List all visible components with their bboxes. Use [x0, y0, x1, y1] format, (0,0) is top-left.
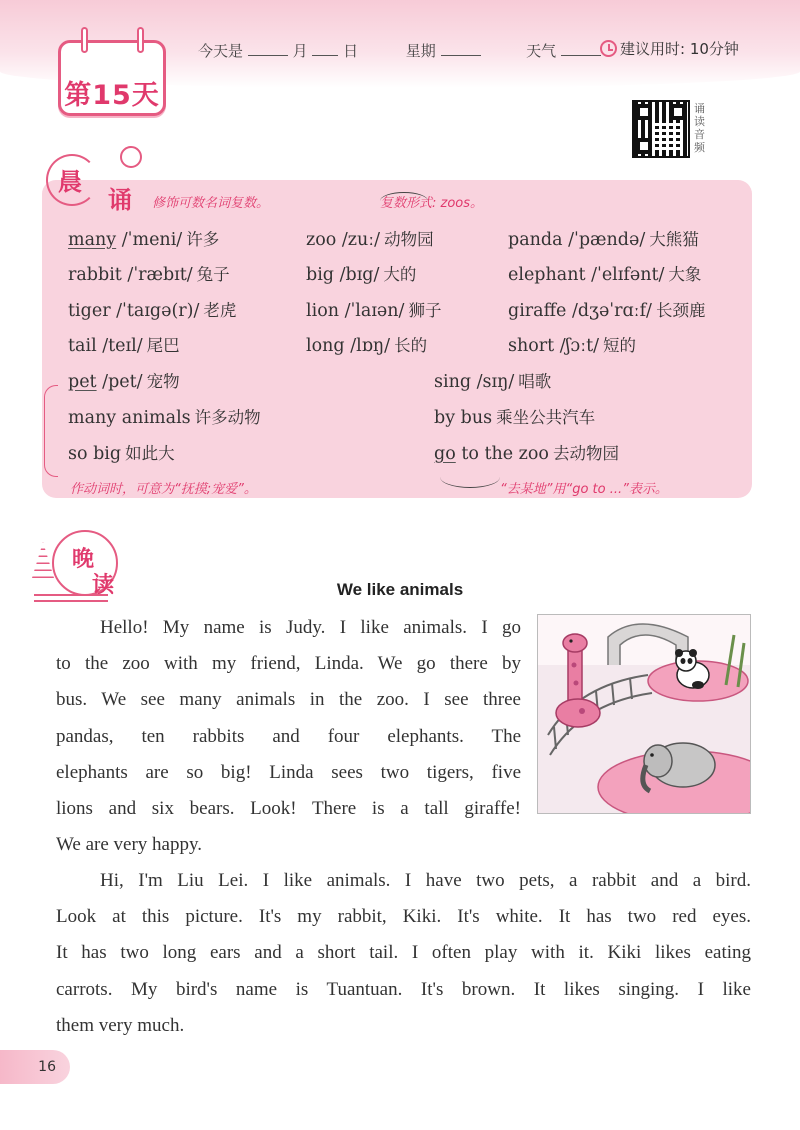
vocab-rabbit: rabbit /ˈræbɪt/ 兔子: [68, 265, 230, 285]
sun-icon: [120, 146, 142, 168]
vocab-tiger: tiger /ˈtaɪgə(r)/ 老虎: [68, 301, 237, 321]
giraffe: [568, 645, 582, 703]
weather-blank: [561, 42, 601, 56]
qr-label: 诵 读 音 频: [694, 102, 705, 154]
zoo-illustration: [537, 614, 751, 814]
vocab-pet: pet /pet/ 宠物: [68, 372, 180, 392]
day-label: 第15天: [64, 80, 160, 111]
day-unit-label: 日: [343, 42, 359, 60]
vocab-zoo: zoo /zuː/ 动物园: [306, 230, 434, 250]
day-blank: [312, 42, 338, 56]
day-badge: [58, 40, 166, 116]
month-label: 月: [292, 42, 308, 60]
clock-icon: [600, 40, 617, 57]
vocab-many: many /ˈmeni/ 许多: [68, 230, 220, 250]
tree-icon: [32, 542, 54, 578]
vocab-short: short /ʃɔːt/ 短的: [508, 336, 637, 356]
phrase-so-big: so big 如此大: [68, 444, 175, 464]
note-go-to: “去某地”用“go to ...”表示。: [500, 482, 668, 497]
weekday-blank: [441, 42, 481, 56]
note-zoo-plural: 复数形式: zoos。: [380, 196, 484, 211]
story-title: We like animals: [336, 580, 464, 599]
vocab-lion: lion /ˈlaɪən/ 狮子: [306, 301, 442, 321]
vocab-giraffe: giraffe /dʒəˈrɑːf/ 长颈鹿: [508, 301, 706, 321]
page-number: 16: [0, 1050, 70, 1084]
vocab-panda: panda /ˈpændə/ 大熊猫: [508, 230, 699, 250]
weekday-label: 星期: [405, 42, 436, 60]
vocab-sing: sing /sɪŋ/ 唱歌: [434, 372, 552, 392]
vocab-tail: tail /teɪl/ 尾巴: [68, 336, 180, 356]
vocab-big: big /bɪg/ 大的: [306, 265, 417, 285]
today-is-label: 今天是: [198, 42, 244, 60]
date-line: [198, 40, 601, 61]
phrase-many-animals: many animals 许多动物: [68, 408, 261, 428]
note-many: 修饰可数名词复数。: [152, 196, 270, 211]
suggested-time-text: 建议用时: 10分钟: [620, 40, 739, 58]
phrase-by-bus: by bus 乘坐公共汽车: [434, 408, 596, 428]
qr-code[interactable]: [632, 100, 690, 158]
calendar-ring-icon: [81, 27, 88, 53]
story-paragraph-1: Hello! My name is Judy. I like animals. I go to the zoo with my friend, Linda. We go there by bus. We see many animals in the zoo. I see three pandas, ten rabbits and four elephants. The elephants are so big! Linda sees two tigers, five lions and six bears. Look! There is a tall giraffe! We are very happy.: [56, 617, 521, 856]
note-pet-verb: 作动词时，可意为“抚摸;宠爱”。: [70, 482, 257, 497]
weather-label: 天气: [526, 42, 557, 60]
morning-reading-logo: 晨 诵: [40, 138, 140, 218]
phrase-go-to-the-zoo: go to the zoo 去动物园: [434, 444, 619, 464]
suggested-time: [600, 38, 739, 59]
vocab-elephant: elephant /ˈelɪfənt/ 大象: [508, 265, 702, 285]
story-paragraph-2: Hi, I'm Liu Lei. I like animals. I have two pets, a rabbit and a bird. Look at this picture. It's my rabbit, Kiki. It's white. It has two red eyes. It has two long ears and a short tail. I often play with it. Kiki likes eating carrots. My bird's name is Tuantuan. It's brown. It likes singing. I like them very much.: [56, 870, 751, 1036]
calendar-ring-icon: [137, 27, 144, 53]
month-blank: [248, 42, 288, 56]
vocab-long: long /lɒŋ/ 长的: [306, 336, 428, 356]
evening-reading-logo: 晚 读: [30, 528, 130, 614]
